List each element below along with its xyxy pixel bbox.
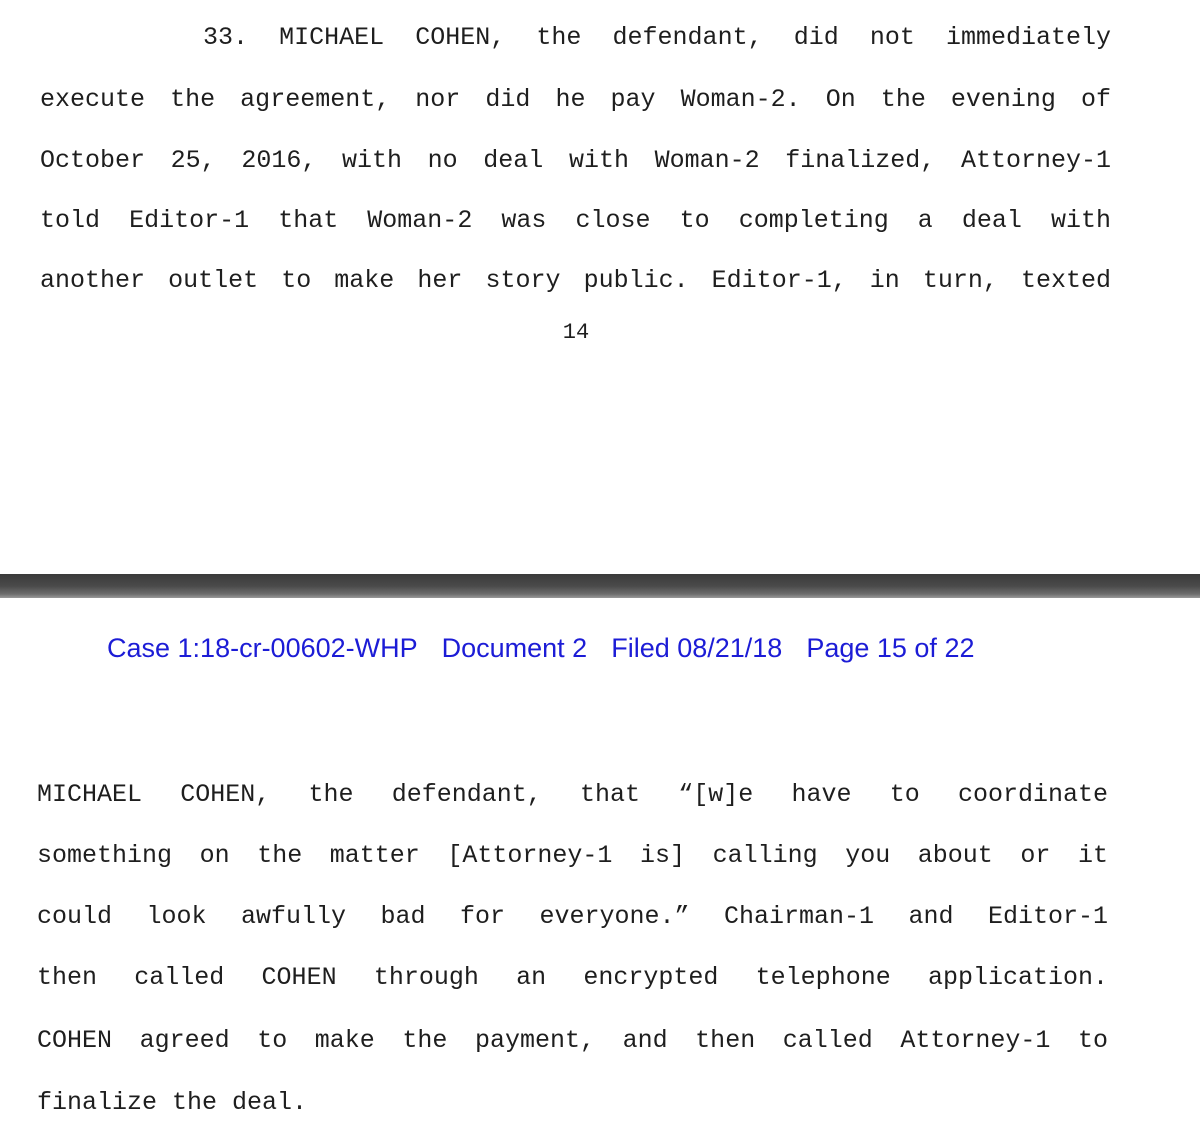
- page-separator: [0, 574, 1200, 598]
- page-count: Page 15 of 22: [806, 633, 975, 663]
- document-number: Document 2: [441, 633, 588, 663]
- case-number: Case 1:18-cr-00602-WHP: [107, 633, 418, 663]
- paragraph-line: then called COHEN through an encrypted telephone application.: [37, 963, 1108, 992]
- paragraph-line: MICHAEL COHEN, the defendant, that “[w]e have to coordinate: [37, 780, 1108, 809]
- paragraph-line: COHEN agreed to make the payment, and then called Attorney-1 to: [37, 1026, 1108, 1055]
- paragraph-line: something on the matter [Attorney-1 is] calling you about or it: [37, 841, 1108, 870]
- paragraph-line: another outlet to make her story public. Editor-1, in turn, texted: [40, 266, 1111, 295]
- paragraph-line: execute the agreement, nor did he pay Woman-2. On the evening of: [40, 85, 1111, 114]
- paragraph-line: 33. MICHAEL COHEN, the defendant, did not immediately: [203, 23, 1111, 52]
- page-number: 14: [562, 320, 590, 345]
- paragraph-line: finalize the deal.: [37, 1088, 308, 1117]
- paragraph-line: October 25, 2016, with no deal with Woman-2 finalized, Attorney-1: [40, 146, 1111, 175]
- filed-date: Filed 08/21/18: [611, 633, 783, 663]
- case-header: [107, 632, 974, 664]
- document-page-15: [0, 598, 1200, 1134]
- paragraph-line: could look awfully bad for everyone.” Chairman-1 and Editor-1: [37, 902, 1108, 931]
- paragraph-line: told Editor-1 that Woman-2 was close to completing a deal with: [40, 206, 1111, 235]
